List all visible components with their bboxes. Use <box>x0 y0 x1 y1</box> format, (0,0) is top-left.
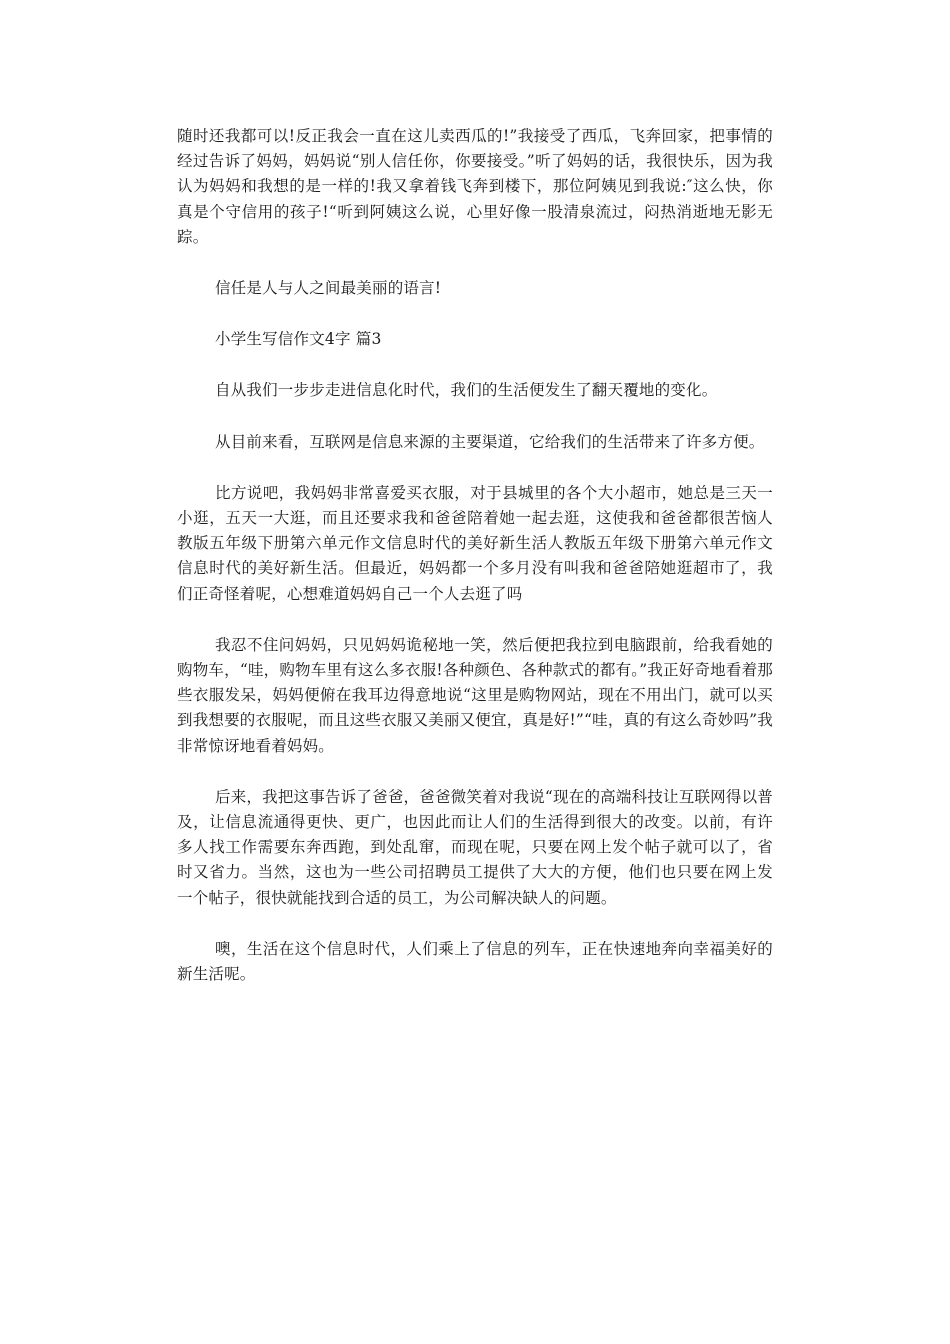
paragraph-father: 后来，我把这事告诉了爸爸，爸爸微笑着对我说“现在的高端科技让互联网得以普及，让信息流通得更快、更广，也因此而让人们的生活得到很大的改变。以前，有许多人找工作需要东奔西跑，到处乱窜，而现在呢，只要在网上发个帖子就可以了，省时又省力。当然，这也为一些公司招聘员工提供了大大的方便，他们也只要在网上发一个帖子，很快就能找到合适的员工，为公司解决缺人的问题。 <box>177 787 773 907</box>
paragraph-trust-statement: 信任是人与人之间最美丽的语言! <box>215 279 442 298</box>
section-heading: 小学生写信作文4字 篇3 <box>215 330 382 349</box>
paragraph-shopping: 比方说吧，我妈妈非常喜爱买衣服，对于县城里的各个大小超市，她总是三天一小逛，五天一大逛，而且还要求我和爸爸陪着她一起去逛，这使我和爸爸都很苦恼人教版五年级下册第六单元作文信息时代的美好新生活人教版五年级下册第六单元作文信息时代的美好新生活。但最近，妈妈都一个多月没有叫我和爸爸陪她逛超市了，我们正奇怪着呢，心想难道妈妈自己一个人去逛了吗 <box>177 483 773 603</box>
document-body <box>177 124 773 1013</box>
paragraph-conclusion: 噢，生活在这个信息时代，人们乘上了信息的列车，正在快速地奔向幸福美好的新生活呢。 <box>177 939 773 984</box>
paragraph-cart: 我忍不住问妈妈，只见妈妈诡秘地一笑，然后便把我拉到电脑跟前，给我看她的购物车，“哇，购物车里有这么多衣服!各种颜色、各种款式的都有。”我正好奇地看着那些衣服发呆，妈妈便俯在我耳边得意地说“这里是购物网站，现在不用出门，就可以买到我想要的衣服呢，而且这些衣服又美丽又便宜，真是好!”“哇，真的有这么奇妙吗”我非常惊讶地看着妈妈。 <box>177 635 774 755</box>
paragraph-continued: 随时还我都可以!反正我会一直在这儿卖西瓜的!”我接受了西瓜，飞奔回家，把事情的经过告诉了妈妈，妈妈说“别人信任你，你要接受。”听了妈妈的话，我很快乐，因为我认为妈妈和我想的是一样的!我又拿着钱飞奔到楼下，那位阿姨见到我说:″这么快，你真是个守信用的孩子!“听到阿姨这么说，心里好像一股清泉流过，闷热消逝地无影无踪。 <box>177 127 773 246</box>
paragraph-intro: 自从我们一步步走进信息化时代，我们的生活便发生了翻天覆地的变化。 <box>215 381 718 400</box>
paragraph-internet: 从目前来看，互联网是信息来源的主要渠道，它给我们的生活带来了许多方便。 <box>215 432 765 451</box>
